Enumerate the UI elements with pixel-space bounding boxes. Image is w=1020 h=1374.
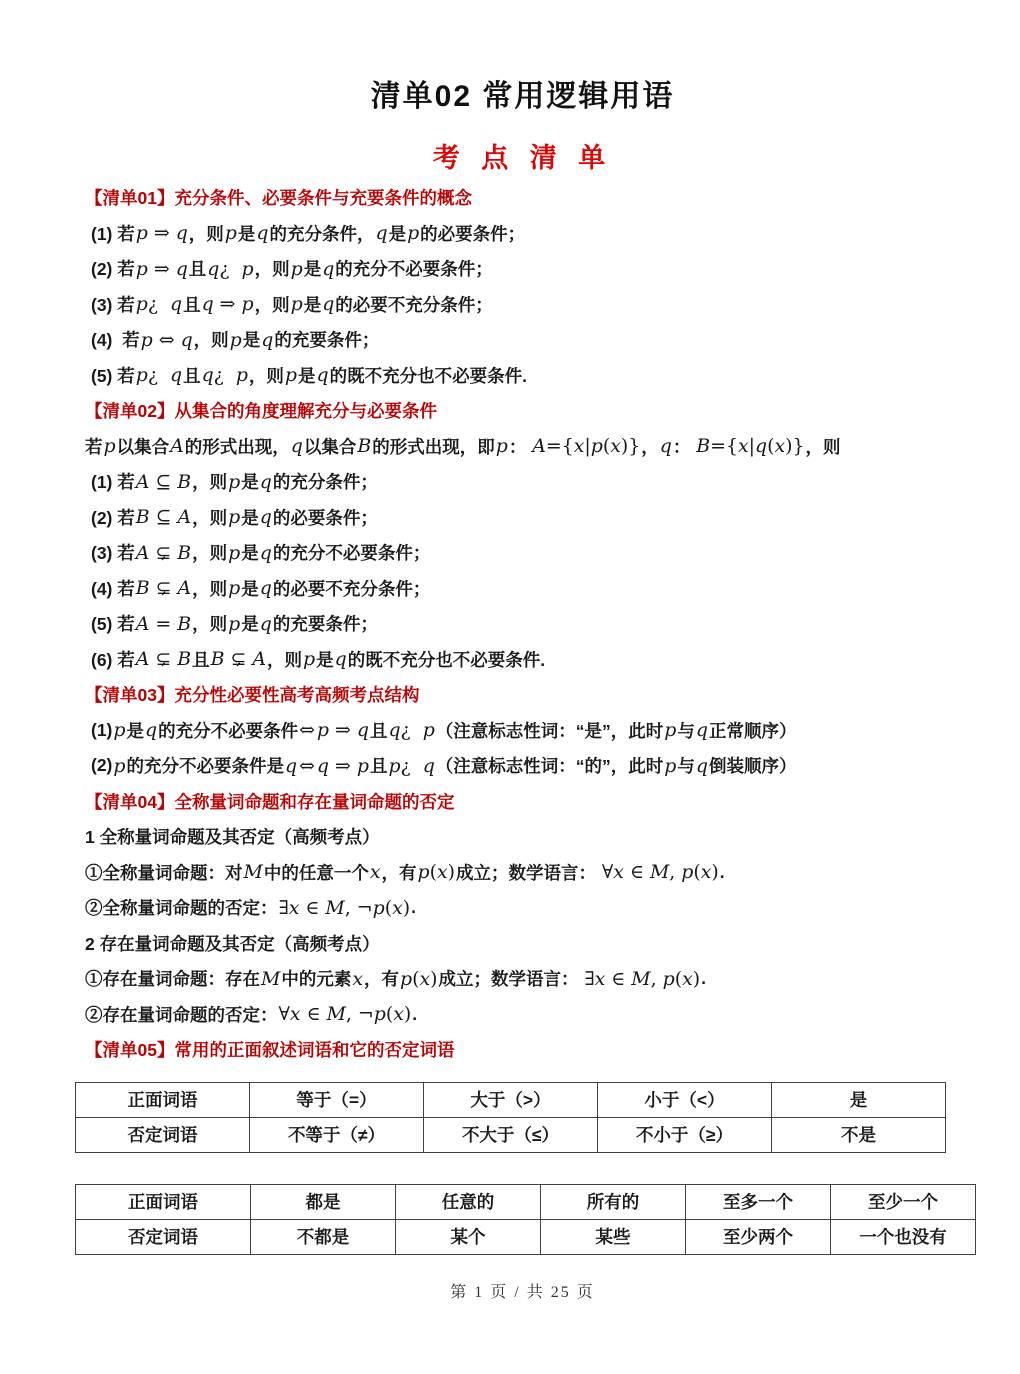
page-number: 第 1 页 / 共 25 页 <box>450 1283 595 1301</box>
s02-item-1: (1) 若 A ⊆ B ，则 p 是 q 的充分条件； <box>91 470 378 493</box>
table-cell: 等于（=） <box>250 1082 424 1117</box>
s02-item-4: (4) 若 B ⊊ A ，则 p 是 q 的必要不充分条件； <box>91 577 431 600</box>
s01-item-4: (4) 若 p ⇔ q ，则 p 是 q 的充要条件； <box>91 328 380 351</box>
s02-item-3: (3) 若 A ⊊ B ，则 p 是 q 的充分不必要条件； <box>91 541 431 564</box>
table-cell: 一个也没有 <box>831 1219 976 1254</box>
section-04-heading: 【清单04】全称量词命题和存在量词命题的否定 <box>85 791 455 812</box>
section-03-heading: 【清单03】充分性必要性高考高频考点结构 <box>85 685 420 706</box>
s04-subhead-1: 1 全称量词命题及其否定（高频考点） <box>85 827 380 848</box>
table-cell: 都是 <box>251 1184 396 1219</box>
table-cell: 大于（>） <box>424 1082 598 1117</box>
page-title: 清单02 常用逻辑用语 <box>370 80 675 113</box>
table-cell: 否定词语 <box>76 1117 250 1152</box>
table-cell: 正面词语 <box>76 1082 250 1117</box>
s02-intro: 若 p 以集合 A 的形式出现， q 以集合 B 的形式出现，即 p ： A={x|p(x)} ， q ： B={x|q(x)} ，则 <box>85 435 841 458</box>
table-cell: 某些 <box>541 1219 686 1254</box>
negation-words-table-1 <box>75 1082 946 1153</box>
table-cell: 正面词语 <box>76 1184 251 1219</box>
section-02-heading: 【清单02】从集合的角度理解充分与必要条件 <box>85 401 437 422</box>
table-cell: 至多一个 <box>686 1184 831 1219</box>
section-05-heading: 【清单05】常用的正面叙述词语和它的否定词语 <box>85 1040 455 1061</box>
table-cell: 任意的 <box>396 1184 541 1219</box>
s04-line-3: ①存在量词命题：存在 M 中的元素 x ，有 p(x) 成立；数学语言： ∃x ∈ M, p(x) . <box>85 967 707 990</box>
table-cell: 否定词语 <box>76 1219 251 1254</box>
s04-line-1: ①全称量词命题：对 M 中的任意一个 x ，有 p(x) 成立；数学语言： ∀x ∈ M, p(x) . <box>85 861 725 884</box>
table-row <box>76 1219 976 1254</box>
s03-item-1: (1) p 是 q 的充分不必要条件 ⇔ p ⇒ q 且 q¿ p （注意标志性词：“是”，此时 p 与 q 正常顺序） <box>91 719 797 742</box>
s02-item-2: (2) 若 B ⊆ A ，则 p 是 q 的必要条件； <box>91 506 378 529</box>
table-row <box>76 1184 976 1219</box>
s04-line-2: ②全称量词命题的否定： ∃x ∈ M, ¬p(x) . <box>85 896 416 919</box>
s03-item-2: (2) p 的充分不必要条件是 q ⇔ q ⇒ p 且 p¿ q （注意标志性词：“的”，此时 p 与 q 倒装顺序） <box>91 754 797 777</box>
table-cell: 不大于（≤） <box>424 1117 598 1152</box>
table-cell: 不等于（≠） <box>250 1117 424 1152</box>
table-cell: 不小于（≥） <box>598 1117 772 1152</box>
table-cell: 至少两个 <box>686 1219 831 1254</box>
s01-item-1: (1) 若 p ⇒ q ，则 p 是 q 的充分条件， q 是 p 的必要条件； <box>91 222 526 245</box>
page-subtitle: 考 点 清 单 <box>432 143 613 173</box>
table-cell: 是 <box>772 1082 946 1117</box>
table-cell: 不都是 <box>251 1219 396 1254</box>
table-row <box>76 1117 946 1152</box>
table-cell: 不是 <box>772 1117 946 1152</box>
s02-item-5: (5) 若 A = B ，则 p 是 q 的充要条件； <box>91 612 378 635</box>
s01-item-2: (2) 若 p ⇒ q 且 q¿ p ，则 p 是 q 的充分不必要条件； <box>91 257 493 280</box>
section-01-heading: 【清单01】充分条件、必要条件与充要条件的概念 <box>85 188 472 209</box>
table-cell: 至少一个 <box>831 1184 976 1219</box>
s01-item-5: (5) 若 p¿ q 且 q¿ p ，则 p 是 q 的既不充分也不必要条件. <box>91 364 527 387</box>
table-cell: 小于（<） <box>598 1082 772 1117</box>
s02-item-6: (6) 若 A ⊊ B 且 B ⊊ A ，则 p 是 q 的既不充分也不必要条件. <box>91 648 546 671</box>
table-cell: 所有的 <box>541 1184 686 1219</box>
table-cell: 某个 <box>396 1219 541 1254</box>
s04-subhead-2: 2 存在量词命题及其否定（高频考点） <box>85 933 380 954</box>
s04-line-4: ②存在量词命题的否定： ∀x ∈ M, ¬p(x) . <box>85 1003 418 1026</box>
s01-item-3: (3) 若 p¿ q 且 q ⇒ p ，则 p 是 q 的必要不充分条件； <box>91 293 493 316</box>
table-row <box>76 1082 946 1117</box>
negation-words-table-2 <box>75 1184 976 1255</box>
